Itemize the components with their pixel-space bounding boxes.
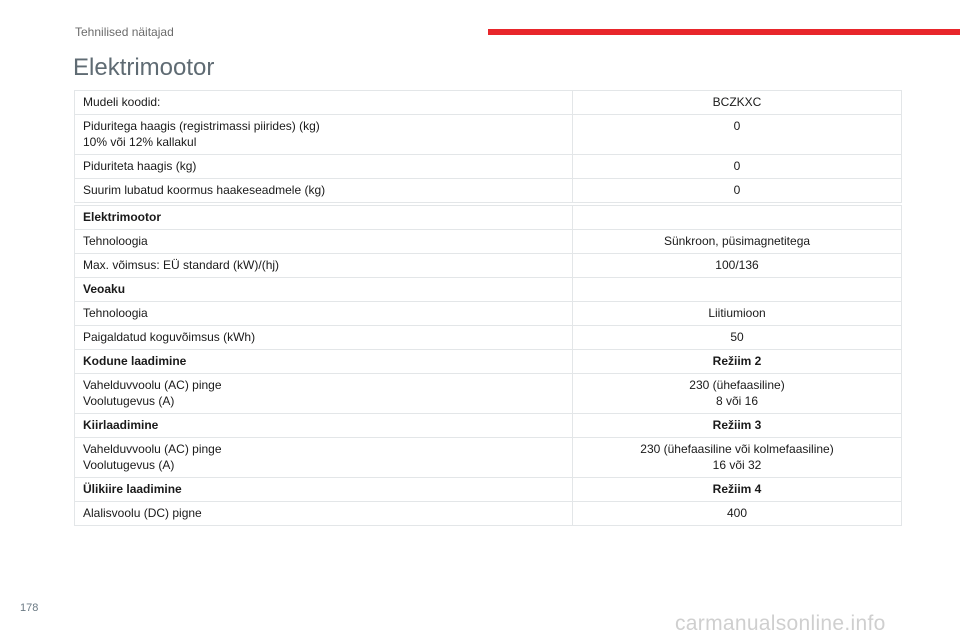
spec-value-cell [573,179,902,203]
spec-value: 400 [726,506,748,520]
spec-value-cell [573,254,902,278]
spec-label-cell [75,302,573,326]
spec-value-cell [573,115,902,155]
spec-value-cell [573,278,902,302]
spec-value: Režiim 3 [712,418,762,432]
spec-label: Vahelduvvoolu (AC) pinge [83,378,222,392]
spec-value: 0 [733,119,741,133]
spec-value: Režiim 2 [712,354,762,368]
spec-label: Piduritega haagis (registrimassi piirides) (kg) [83,119,320,133]
spec-value-cell [573,350,902,374]
spec-value: 230 (ühefaasiline või kolmefaasiline) [640,442,834,456]
spec-value: 16 või 32 [712,458,762,472]
spec-value-cell [573,438,902,478]
table-row [75,302,902,326]
spec-label-cell [75,374,573,414]
spec-value: 8 või 16 [715,394,759,408]
spec-label: Voolutugevus (A) [83,394,175,408]
section-header: Tehnilised näitajad [75,25,174,39]
spec-value: 230 (ühefaasiline) [689,378,785,392]
spec-label-cell [75,206,573,230]
table-row [75,254,902,278]
spec-value-cell [573,414,902,438]
spec-value: 0 [733,159,741,173]
table-row [75,155,902,179]
watermark: carmanualsonline.info [675,612,886,635]
table-row [75,230,902,254]
table-row [75,91,902,115]
spec-label: Tehnoloogia [83,306,148,320]
spec-value-cell [573,302,902,326]
spec-label: Alalisvoolu (DC) pigne [83,506,202,520]
spec-label: Mudeli koodid: [83,95,161,109]
spec-label: Max. võimsus: EÜ standard (kW)/(hj) [83,258,280,272]
spec-value: 100/136 [715,258,759,272]
spec-value-cell [573,502,902,526]
header-accent-bar [488,29,960,35]
spec-label: Piduriteta haagis (kg) [83,159,197,173]
table-row [75,350,902,374]
spec-value-cell [573,230,902,254]
spec-label: 10% või 12% kallakul [83,135,197,149]
spec-label-cell [75,350,573,374]
spec-label-cell [75,155,573,179]
spec-value-cell [573,326,902,350]
spec-value-cell [573,478,902,502]
spec-label-cell [75,179,573,203]
spec-label-cell [75,438,573,478]
spec-label-cell [75,414,573,438]
spec-label: Kiirlaadimine [83,418,159,432]
spec-value-cell [573,155,902,179]
spec-label-cell [75,254,573,278]
spec-label-cell [75,115,573,155]
spec-label: Vahelduvvoolu (AC) pinge [83,442,222,456]
spec-label: Paigaldatud koguvõimsus (kWh) [83,330,256,344]
spec-value-cell [573,206,902,230]
spec-label: Veoaku [83,282,126,296]
table-row [75,414,902,438]
spec-value-cell [573,374,902,414]
table-row [75,438,902,478]
table-row [75,478,902,502]
page-number: 178 [20,602,39,614]
spec-label-cell [75,91,573,115]
page-title: Elektrimootor [73,54,215,81]
spec-value: BCZKXC [712,95,762,109]
spec-value-cell [573,91,902,115]
table-row [75,374,902,414]
spec-label: Ülikiire laadimine [83,482,182,496]
spec-label-cell [75,478,573,502]
spec-value: Liitiumioon [708,306,766,320]
spec-value: 0 [733,183,741,197]
table-row [75,326,902,350]
spec-label: Tehnoloogia [83,234,148,248]
spec-label-cell [75,502,573,526]
table-row [75,278,902,302]
spec-label-cell [75,230,573,254]
table-row [75,502,902,526]
spec-label-cell [75,326,573,350]
table-row [75,179,902,203]
specs-table-motor [74,205,902,526]
spec-value: 50 [730,330,744,344]
spec-label: Suurim lubatud koormus haakeseadmele (kg) [83,183,326,197]
spec-value: Sünkroon, püsimagnetitega [663,234,811,248]
spec-label-cell [75,278,573,302]
specs-table-trailer [74,90,902,203]
table-row [75,206,902,230]
spec-value: Režiim 4 [712,482,762,496]
spec-label: Kodune laadimine [83,354,187,368]
spec-label: Voolutugevus (A) [83,458,175,472]
table-row [75,115,902,155]
spec-label: Elektrimootor [83,210,162,224]
